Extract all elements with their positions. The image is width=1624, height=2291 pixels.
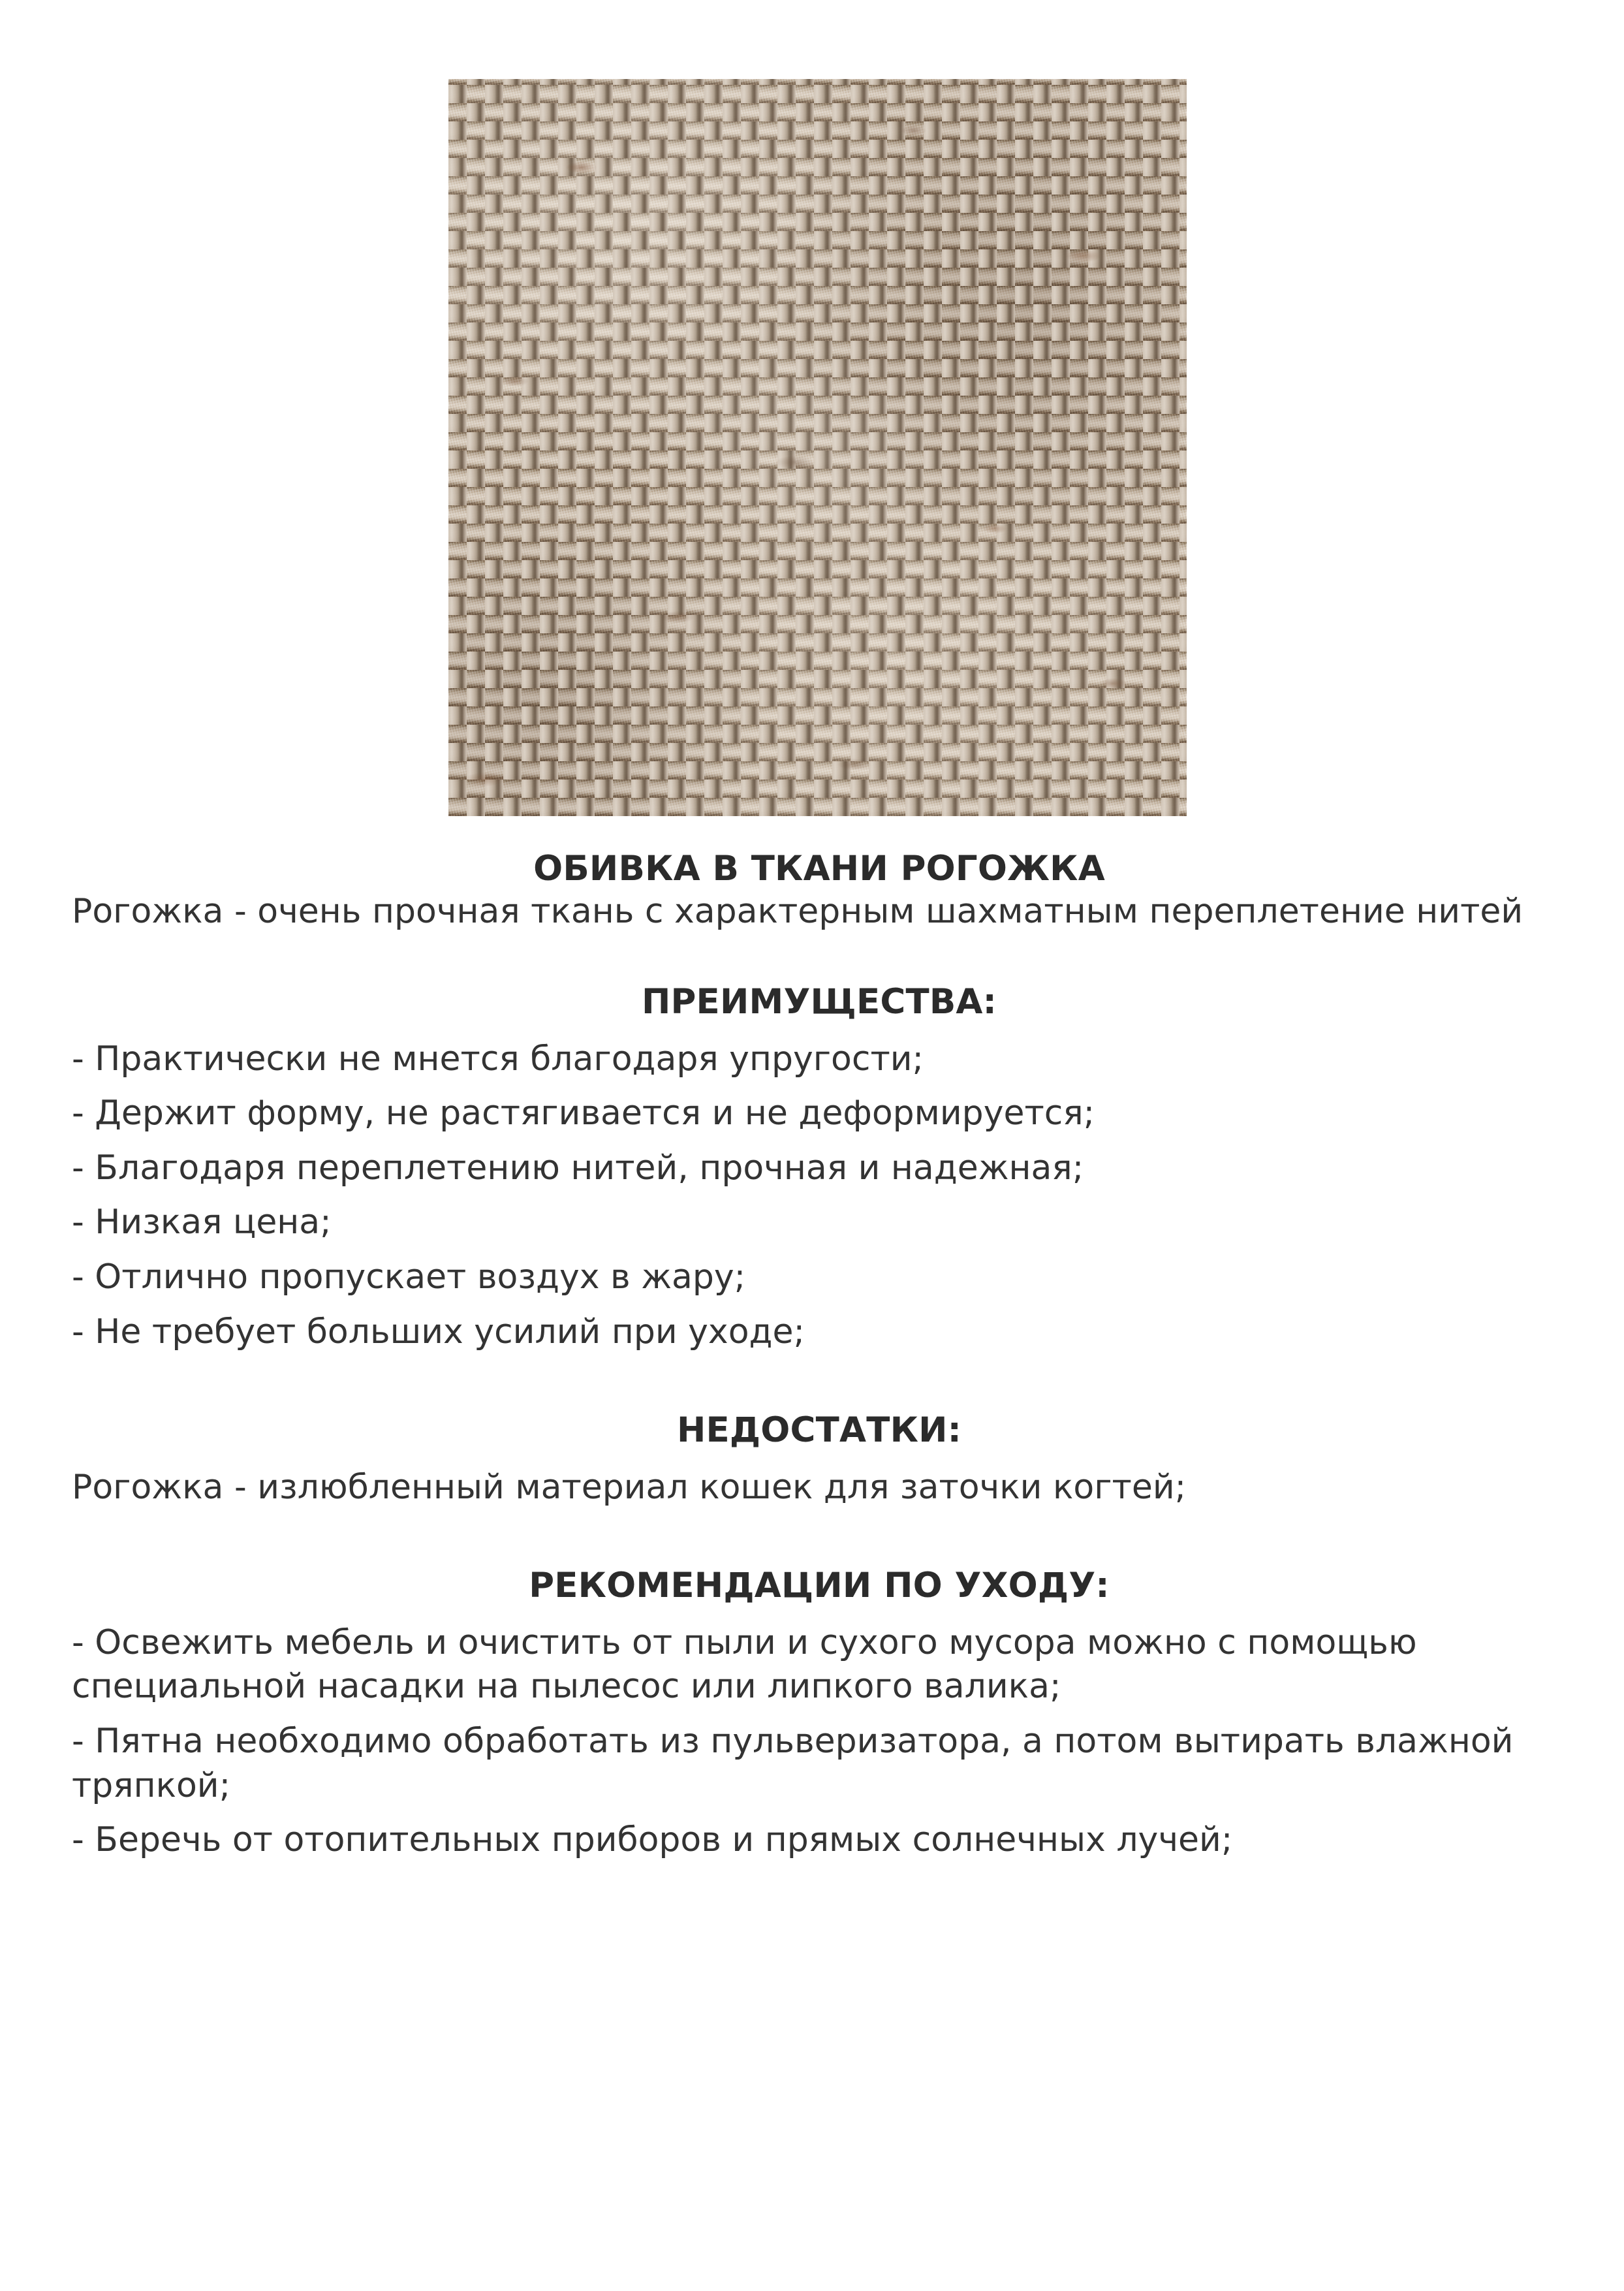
disadvantages-list — [72, 1466, 1567, 1510]
spacer — [72, 1607, 1567, 1621]
page-title: ОБИВКА В ТКАНИ РОГОЖКА — [533, 849, 1105, 889]
care-recommendations-list — [72, 1621, 1567, 1863]
list-item: Рогожка - излюбленный материал кошек для заточки когтей; — [72, 1467, 1187, 1507]
spacer — [72, 1509, 1567, 1566]
list-item: - Низкая цена; — [72, 1203, 332, 1242]
section-heading-care: РЕКОМЕНДАЦИИ ПО УХОДУ: — [529, 1566, 1110, 1606]
spacer — [72, 1451, 1567, 1466]
list-item: - Пятна необходимо обработать из пульверизатора, а потом вытирать влажной тряпкой; — [72, 1722, 1514, 1805]
list-item: - Отлично пропускает воздух в жару; — [72, 1257, 746, 1297]
section-heading-disadvantages: НЕДОСТАТКИ: — [676, 1410, 962, 1451]
spacer — [72, 1354, 1567, 1410]
document-content — [72, 849, 1567, 1863]
fabric-swatch-image — [448, 79, 1187, 816]
list-item: - Освежить мебель и очистить от пыли и сухого мусора можно с помощью специальной насадки на пылесос или липкого валика; — [72, 1622, 1417, 1707]
list-item: - Практически не мнется благодаря упругости; — [72, 1039, 924, 1079]
fabric-texture — [448, 79, 1187, 816]
list-item: - Держит форму, не растягивается и не деформируется; — [72, 1094, 1095, 1133]
advantages-list — [72, 1037, 1567, 1355]
intro-paragraph: Рогожка - очень прочная ткань с характерным шахматным переплетение нитей — [72, 891, 1523, 931]
spacer — [72, 934, 1567, 982]
spacer — [72, 1023, 1567, 1037]
section-heading-advantages: ПРЕИМУЩЕСТВА: — [641, 982, 997, 1022]
list-item: - Благодаря переплетению нитей, прочная и надежная; — [72, 1148, 1084, 1188]
list-item: - Не требует больших усилий при уходе; — [72, 1312, 805, 1351]
list-item: - Беречь от отопительных приборов и прямых солнечных лучей; — [72, 1820, 1233, 1860]
